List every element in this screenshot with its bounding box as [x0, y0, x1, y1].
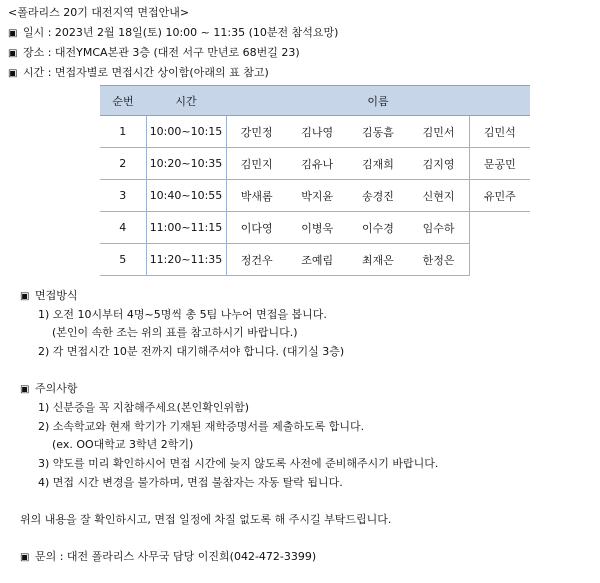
info-time	[8, 64, 269, 80]
row-name: 이다영	[226, 212, 287, 244]
notice-heading-text: 주의사항	[34, 382, 78, 395]
square-bullet-icon: ▣	[20, 291, 30, 302]
square-bullet-icon: ▣	[20, 384, 30, 395]
row-time: 10:00~10:15	[146, 116, 226, 148]
notice-item-2: 2) 소속학교와 현재 학기가 기재된 재학증명서를 제출하도록 합니다.	[38, 420, 365, 433]
row-name-empty	[469, 212, 530, 244]
row-name: 김민석	[469, 116, 530, 148]
row-name: 김재희	[348, 148, 409, 180]
notice-item-1: 1) 신분증을 꼭 지참해주세요(본인확인위함)	[38, 401, 250, 414]
table-row	[100, 116, 530, 148]
row-name: 김동흠	[348, 116, 409, 148]
row-number: 3	[100, 180, 146, 212]
table-row	[100, 244, 530, 276]
notice-heading	[20, 380, 77, 396]
row-name: 송경진	[348, 180, 409, 212]
row-name: 정건우	[226, 244, 287, 276]
row-number: 2	[100, 148, 146, 180]
notice-item-3: 3) 약도를 미리 확인하시어 면접 시간에 늦지 않도록 사전에 준비해주시기 바랍니다.	[38, 457, 439, 470]
row-name: 김나영	[287, 116, 348, 148]
row-time: 11:20~11:35	[146, 244, 226, 276]
row-name: 유민주	[469, 180, 530, 212]
table-row	[100, 180, 530, 212]
method-item-2: 2) 각 면접시간 10분 전까지 대기해주셔야 합니다. (대기실 3층)	[38, 345, 345, 358]
header-number: 순번	[100, 86, 146, 116]
info-time-text: 시간 : 면접자별로 면접시간 상이함(아래의 표 참고)	[22, 66, 269, 79]
row-name: 김지영	[408, 148, 469, 180]
info-date-text: 일시 : 2023년 2월 18일(토) 10:00 ~ 11:35 (10분전 참석요망)	[22, 26, 339, 39]
method-heading	[20, 287, 77, 303]
row-name: 김민서	[408, 116, 469, 148]
row-number: 4	[100, 212, 146, 244]
row-name: 이병욱	[287, 212, 348, 244]
contact	[20, 548, 316, 564]
method-heading-text: 면접방식	[34, 289, 78, 302]
row-time: 10:20~10:35	[146, 148, 226, 180]
row-name: 김민지	[226, 148, 287, 180]
row-name: 박새롬	[226, 180, 287, 212]
notice-item-4: 4) 면접 시간 변경을 불가하며, 면접 불참자는 자동 탈락 됩니다.	[38, 476, 343, 489]
info-date	[8, 24, 338, 40]
row-name: 강민정	[226, 116, 287, 148]
row-name: 조예림	[287, 244, 348, 276]
notice-item-2-note: (ex. OO대학교 3학년 2학기)	[52, 438, 194, 451]
closing-message: 위의 내용을 잘 확인하시고, 면접 일정에 차질 없도록 해 주시길 부탁드립니다.	[20, 513, 392, 526]
info-place	[8, 44, 300, 60]
table-header-row	[100, 86, 530, 116]
square-bullet-icon: ▣	[8, 48, 18, 59]
info-place-text: 장소 : 대전YMCA본관 3층 (대전 서구 만년로 68번길 23)	[22, 46, 300, 59]
row-name: 최재은	[348, 244, 409, 276]
square-bullet-icon: ▣	[8, 68, 18, 79]
row-number: 1	[100, 116, 146, 148]
row-name: 신현지	[408, 180, 469, 212]
table-row	[100, 212, 530, 244]
square-bullet-icon: ▣	[8, 28, 18, 39]
row-name-empty	[469, 244, 530, 276]
row-name: 박지윤	[287, 180, 348, 212]
header-name: 이름	[226, 86, 530, 116]
row-time: 11:00~11:15	[146, 212, 226, 244]
contact-text: 문의 : 대전 폴라리스 사무국 담당 이진희(042-472-3399)	[34, 550, 317, 563]
row-number: 5	[100, 244, 146, 276]
row-time: 10:40~10:55	[146, 180, 226, 212]
row-name: 이수경	[348, 212, 409, 244]
table-row	[100, 148, 530, 180]
row-name: 한정은	[408, 244, 469, 276]
method-item-1: 1) 오전 10시부터 4명~5명씩 총 5팀 나누어 면접을 봅니다.	[38, 308, 327, 321]
row-name: 임수하	[408, 212, 469, 244]
header-time: 시간	[146, 86, 226, 116]
row-name: 김유나	[287, 148, 348, 180]
square-bullet-icon: ▣	[20, 552, 30, 563]
schedule-table	[100, 85, 530, 276]
method-item-1-note: (본인이 속한 조는 위의 표를 참고하시기 바랍니다.)	[52, 326, 298, 339]
page-title: <폴라리스 20기 대전지역 면접안내>	[8, 6, 190, 19]
row-name: 문공민	[469, 148, 530, 180]
